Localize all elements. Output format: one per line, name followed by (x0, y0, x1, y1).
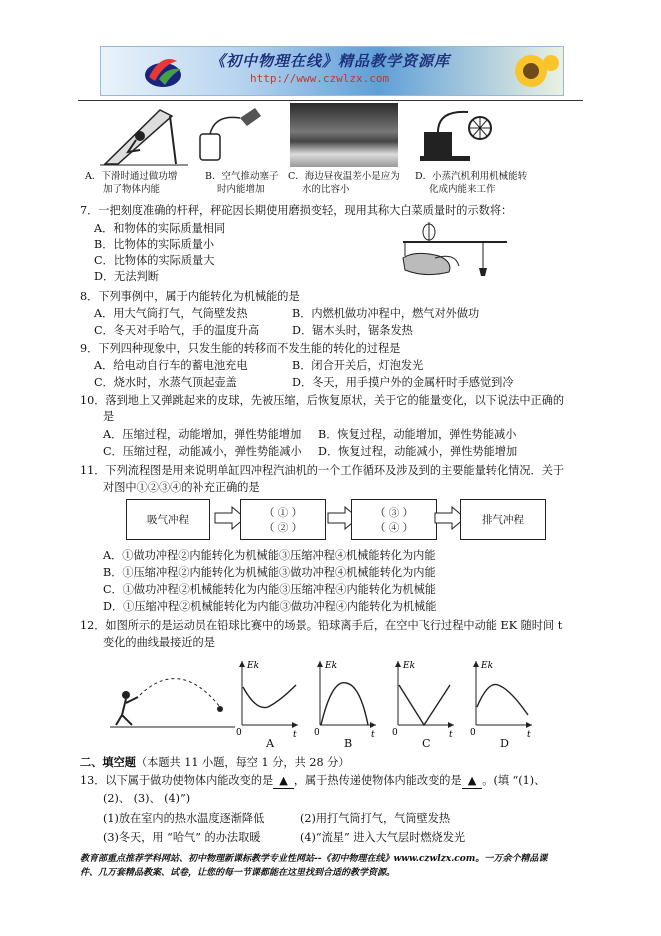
q11-option-b: B．①压缩冲程②内能转化为机械能③做功冲程④机械能转化为内能 (103, 566, 436, 579)
q10-option-b: B．恢复过程，动能增加，弹性势能减小 (318, 428, 517, 441)
graph-b-letter: B (344, 737, 353, 750)
q12-stem-cont: 变化的曲线最接近的是 (103, 636, 215, 649)
q11-stem: 11．下列流程图是用来说明单缸四冲程汽油机的一个工作循环及涉及到的主要能量转化情况．关于 (80, 464, 565, 477)
q13-item-3: (3)冬天，用 “哈气” 的办法取暖 (103, 831, 261, 844)
slide-picture (100, 102, 190, 168)
graph-c (388, 655, 458, 737)
bottle-stopper-picture (195, 104, 265, 164)
graph-d-ylabel: Ek (481, 661, 494, 671)
q9-option-a: A．给电动自行车的蓄电池充电 (94, 359, 248, 372)
q9-stem: 9．下列四种现象中，只发生能的转移而不发生能的转化的过程是 (80, 342, 401, 355)
q10-stem: 10．落到地上又弹跳起来的皮球，先被压缩，后恢复原状，关于它的能量变化，以下说法中正确的 (80, 394, 565, 407)
footer-line-1: 教育部重点推荐学科网站、初中物理新课标教学专业性网站--《初中物理在线》www.czwlzx.com。一万余个精品课 (80, 854, 548, 864)
q6-option-b: B．空气推动塞子 时内能增加 (205, 171, 279, 195)
q7-stem: 7．一把刻度准确的杆秤，秤砣因长期使用磨损变轻，现用其称大白菜质量时的示数将： (80, 204, 513, 217)
q11-option-a: A．①做功冲程②内能转化为机械能③压缩冲程④机械能转化为内能 (103, 549, 436, 562)
steam-engine-picture (418, 102, 498, 164)
graph-c-xlabel: t (449, 730, 453, 737)
q7-option-a: A．和物体的实际质量相同 (94, 222, 226, 235)
q6-option-d: D．小蒸汽机利用机械能转 化成内能来工作 (415, 171, 528, 195)
q10-option-d: D．恢复过程，动能减小，弹性势能增加 (318, 445, 518, 458)
sunflower-icon (501, 49, 561, 93)
graph-a-ylabel: Ek (247, 661, 260, 671)
header-divider (78, 100, 583, 101)
shot-put-picture (110, 657, 235, 729)
answer-blank-1[interactable]: ▲ (273, 772, 294, 789)
q6-option-a: A．下滑时通过做功增 加了物体内能 (85, 171, 178, 195)
footer-line-2: 件、几万套精品教案、试卷，让您的每一节课都能在这里找到合适的教学资源。 (80, 868, 396, 878)
q8-stem: 8．下列事例中，属于内能转化为机械能的是 (80, 290, 300, 303)
q9-option-d: D．冬天，用手摸户外的金属杆时手感觉到冷 (292, 376, 514, 389)
graph-a-origin: 0 (236, 728, 242, 737)
q13-item-1: (1)放在室内的热水温度逐渐降低 (103, 812, 265, 825)
flow-box-intake: 吸气冲程 (126, 499, 210, 540)
q8-option-b: B．内燃机做功冲程中，燃气对外做功 (292, 307, 480, 320)
section2-note: （本题共 11 小题，每空 1 分，共 28 分） (135, 756, 350, 769)
graph-c-origin: 0 (392, 728, 398, 737)
graph-c-ylabel: Ek (403, 661, 416, 671)
q11-stem-cont: 对图中①②③④的补充正确的是 (103, 481, 260, 494)
graph-b-xlabel: t (371, 730, 375, 737)
seaside-picture (290, 103, 398, 167)
q9-option-b: B．闭合开关后，灯泡发光 (292, 359, 424, 372)
graph-c-letter: C (422, 737, 431, 750)
flow-box-3-4: （ ③ ） （ ④ ） (351, 499, 437, 540)
logo-icon (141, 51, 185, 91)
section2-title: 二、填空题 (80, 755, 136, 769)
q13-item-4: (4)“流星” 进入大气层时燃烧发光 (300, 831, 466, 844)
q7-option-b: B．比物体的实际质量小 (94, 238, 215, 251)
q6-option-c: C．海边昼夜温差小是应为 水的比容小 (288, 171, 400, 195)
graph-d-letter: D (500, 737, 509, 750)
graph-d (466, 655, 536, 737)
q10-stem-cont: 是 (103, 410, 115, 423)
graph-d-origin: 0 (470, 728, 476, 737)
q11-option-d: D．①压缩冲程②机械能转化为内能③做功冲程④内能转化为机械能 (103, 600, 437, 613)
q10-option-a: A．压缩过程，动能增加，弹性势能增加 (103, 428, 302, 441)
q13-stem-cont: (2)、 (3)、 (4)”) (103, 792, 191, 805)
graph-b (310, 655, 380, 737)
banner-title: 《初中物理在线》精品教学资源库 (210, 52, 451, 70)
flow-box-exhaust: 排气冲程 (460, 499, 546, 540)
q9-option-c: C．烧水时，水蒸气顶起壶盖 (94, 376, 237, 389)
q8-option-d: D．锯木头时，锯条发热 (292, 324, 413, 337)
banner-url[interactable]: http://www.czwlzx.com (250, 72, 390, 85)
section2-heading (80, 754, 350, 771)
graph-d-xlabel: t (527, 730, 531, 737)
graph-a-xlabel: t (293, 730, 297, 737)
graph-b-ylabel: Ek (325, 661, 338, 671)
q8-option-a: A．用大气筒打气，气筒壁发热 (94, 307, 248, 320)
graph-a (232, 655, 302, 737)
steelyard-picture (395, 222, 515, 280)
q7-option-d: D．无法判断 (94, 270, 159, 283)
q7-option-c: C．比物体的实际质量大 (94, 254, 215, 267)
graph-b-origin: 0 (314, 728, 320, 737)
q12-stem: 12．如图所示的是运动员在铅球比赛中的场景。铅球离手后，在空中飞行过程中动能 EK 随时间 t (80, 619, 563, 632)
q10-option-c: C．压缩过程，动能减小，弹性势能减小 (103, 445, 302, 458)
q13-stem: 13．以下属于做功使物体内能改变的是 ▲ ，属于热传递使物体内能改变的是 ▲ 。(填 “(1)、 (80, 773, 546, 787)
q13-item-2: (2)用打气筒打气，气筒壁发热 (300, 812, 451, 825)
graph-a-letter: A (266, 737, 275, 750)
flow-box-1-2: （ ① ） （ ② ） (240, 499, 326, 540)
q11-option-c: C．①做功冲程②机械能转化为内能③压缩冲程④内能转化为机械能 (103, 583, 436, 596)
answer-blank-2[interactable]: ▲ (462, 772, 483, 789)
q8-option-c: C．冬天对手哈气，手的温度升高 (94, 324, 260, 337)
